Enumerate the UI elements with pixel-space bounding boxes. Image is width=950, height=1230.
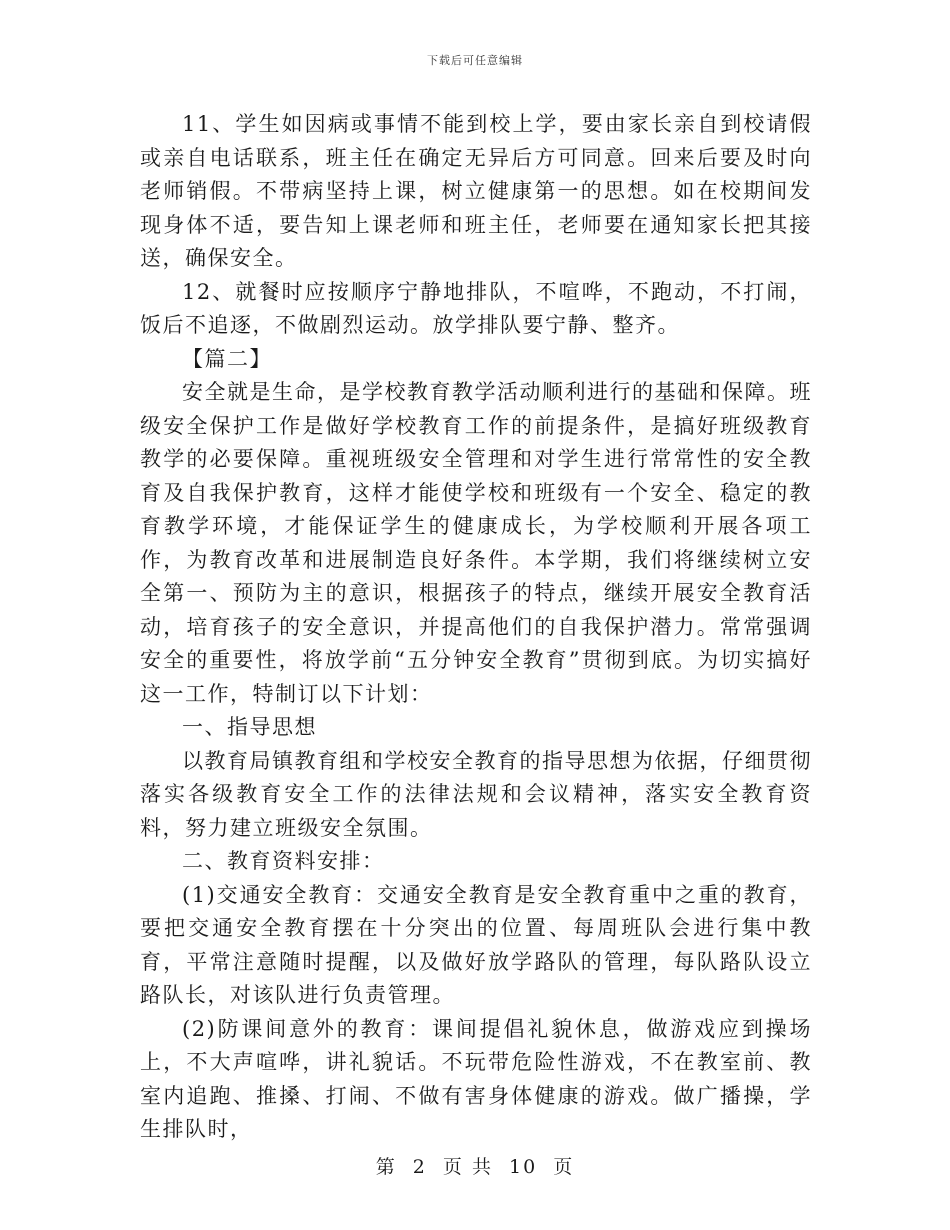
page-current-number: 2 xyxy=(412,1156,427,1178)
page-suffix: 页 xyxy=(553,1156,575,1178)
section-heading-content-plan: 二、教育资料安排： xyxy=(182,849,385,873)
page-footer xyxy=(0,1152,950,1179)
paragraph-recess-safety: (2)防课间意外的教育：课间提倡礼貌休息，做游戏应到操场上，不大声喧哗，讲礼貌话。不玩带危险性游戏，不在教室前、教室内追跑、推搡、打闹、不做有害身体健康的游戏。做广播操，学生排队时， xyxy=(140,1016,812,1141)
page-middle-text: 页 共 xyxy=(442,1156,493,1178)
paragraph-traffic-safety: (1)交通安全教育：交通安全教育是安全教育重中之重的教育，要把交通安全教育摆在十分突出的位置、每周班队会进行集中教育，平常注意随时提醒，以及做好放学路队的管理，每队路队设立路队长，对该队进行负责管理。 xyxy=(140,882,812,1007)
paragraph-rule-11: 11、学生如因病或事情不能到校上学，要由家长亲自到校请假或亲自电话联系，班主任在确定无异后方可同意。回来后要及时向老师销假。不带病坚持上课，树立健康第一的思想。如在校期间发现身体不适，要告知上课老师和班主任，老师要在通知家长把其接送，确保安全。 xyxy=(140,112,812,270)
paragraph-intro: 安全就是生命，是学校教育教学活动顺利进行的基础和保障。班级安全保护工作是做好学校教育工作的前提条件，是搞好班级教育教学的必要保障。重视班级安全管理和对学生进行常常性的安全教育及自我保护教育，这样才能使学校和班级有一个安全、稳定的教育教学环境，才能保证学生的健康成长，为学校顺利开展各项工作，为教育改革和进展制造良好条件。本学期，我们将继续树立安全第一、预防为主的意识，根据孩子的特点，继续开展安全教育活动，培育孩子的安全意识，并提高他们的自我保护潜力。常常强调安全的重要性，将放学前“五分钟安全教育”贯彻到底。为切实搞好这一工作，特制订以下计划： xyxy=(140,380,812,706)
paragraph-rule-12: 12、就餐时应按顺序宁静地排队，不喧哗，不跑动，不打闹，饭后不追逐，不做剧烈运动。放学排队要宁静、整齐。 xyxy=(140,279,812,337)
page-prefix: 第 xyxy=(375,1156,397,1178)
page-total-number: 10 xyxy=(509,1156,538,1178)
document-body xyxy=(140,108,812,1147)
page-header-note: 下载后可任意编辑 xyxy=(427,54,523,67)
section-heading-guiding-thought: 一、指导思想 xyxy=(182,715,317,739)
section-heading-part-two: 【篇二】 xyxy=(182,346,272,371)
paragraph-guiding-thought: 以教育局镇教育组和学校安全教育的指导思想为依据，仔细贯彻落实各级教育安全工作的法律法规和会议精神，落实安全教育资料，努力建立班级安全氛围。 xyxy=(140,748,812,840)
